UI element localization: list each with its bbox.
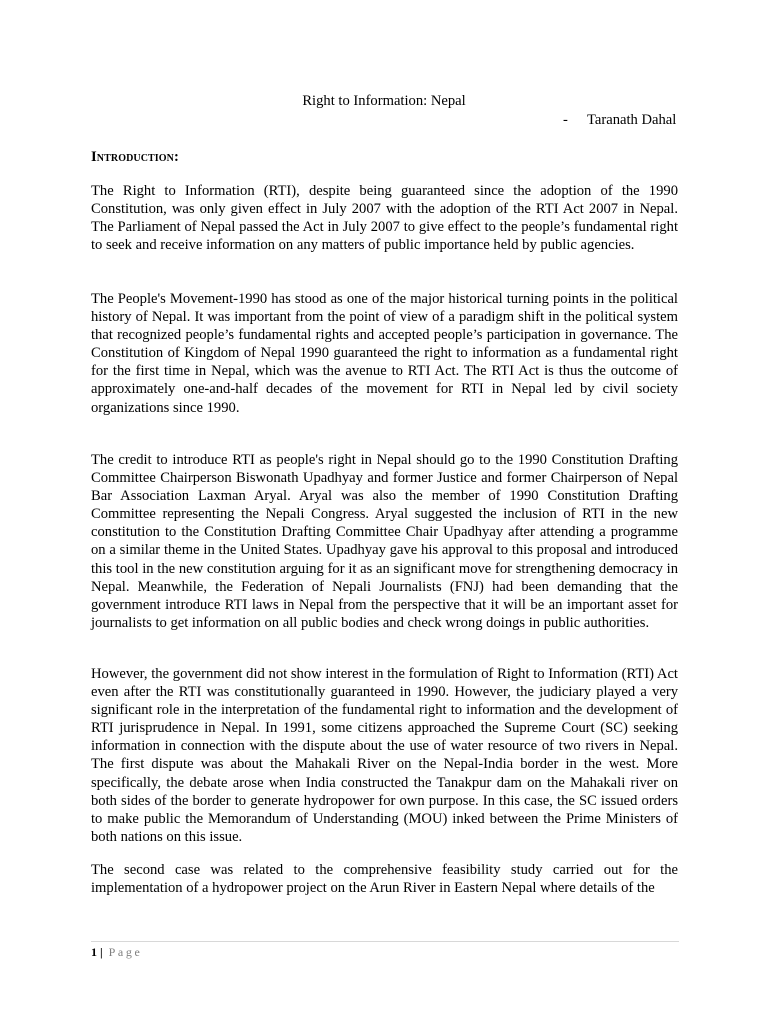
paragraph-3: The credit to introduce RTI as people's right in Nepal should go to the 1990 Constitution Drafting Committee Chairperson Biswonath Upadhyay and former Justice and former Chairperson of Nepal Bar Association Laxman Aryal. Aryal was also the member of 1990 Constitution Drafting Committee representing the Nepali Congress. Aryal suggested the inclusion of RTI in the new constitution to the Constitution Drafting Committee Chair Upadhyay after attending a programme on a similar theme in the United States. Upadhyay gave his approval to this proposal and introduced this tool in the new constitution arguing for it as an significant move for strengthening democracy in Nepal. Meanwhile, the Federation of Nepali Journalists (FNJ) had been demanding that the government introduce RTI laws in Nepal from the perspective that it will be an important asset for journalists to get information on all public bodies and check wrong doings in public authorities. [91,452,678,631]
footer-divider [91,941,679,942]
author-line [563,112,676,129]
paragraph-4: However, the government did not show interest in the formulation of Right to Information (RTI) Act even after the RTI was constitutionally guaranteed in 1990. However, the judiciary played a very significant role in the interpretation of the fundamental right to information and the development of RTI jurisprudence in Nepal. In 1991, some citizens approached the Supreme Court (SC) seeking information in connection with the dispute about the use of water resource of two rivers in Nepal. The first dispute was about the Mahakali River on the Nepal-India border in the west. More specifically, the debate arose when India constructed the Tanakpur dam on the Mahakali river on both sides of the border to generate hydropower for own purpose. In this case, the SC issued orders to make public the Memorandum of Understanding (MOU) inked between the Prime Ministers of both nations on this issue. [91,666,678,845]
paragraph-2: The People's Movement-1990 has stood as one of the major historical turning points in the political history of Nepal. It was important from the point of view of a paradigm shift in the political system that recognized people’s fundamental rights and accepted people’s participation in governance. The Constitution of Kingdom of Nepal 1990 guaranteed the right to information as a fundamental right for the first time in Nepal, which was the avenue to RTI Act. The RTI Act is thus the outcome of approximately one-and-half decades of the movement for RTI in Nepal led by civil society organizations since 1990. [91,291,678,416]
author-name: Taranath Dahal [587,112,677,128]
paragraph-5: The second case was related to the comprehensive feasibility study carried out for the implementation of a hydropower project on the Arun River in Eastern Nepal where details of the [91,862,678,897]
author-dash: - [563,112,568,128]
page-number: 1 [91,945,97,959]
page-footer [91,945,142,960]
page-label: Page [108,945,143,959]
paragraph-1: The Right to Information (RTI), despite being guaranteed since the adoption of the 1990 Constitution, was only given effect in July 2007 with the adoption of the RTI Act 2007 in Nepal. The Parliament of Nepal passed the Act in July 2007 to give effect to the people’s fundamental right to seek and receive information on any matters of public importance held by public agencies. [91,183,678,254]
section-heading: Introduction: [91,149,179,165]
page-separator: | [100,945,103,959]
document-title [0,93,768,110]
document-title-text: Right to Information: Nepal [302,93,466,109]
